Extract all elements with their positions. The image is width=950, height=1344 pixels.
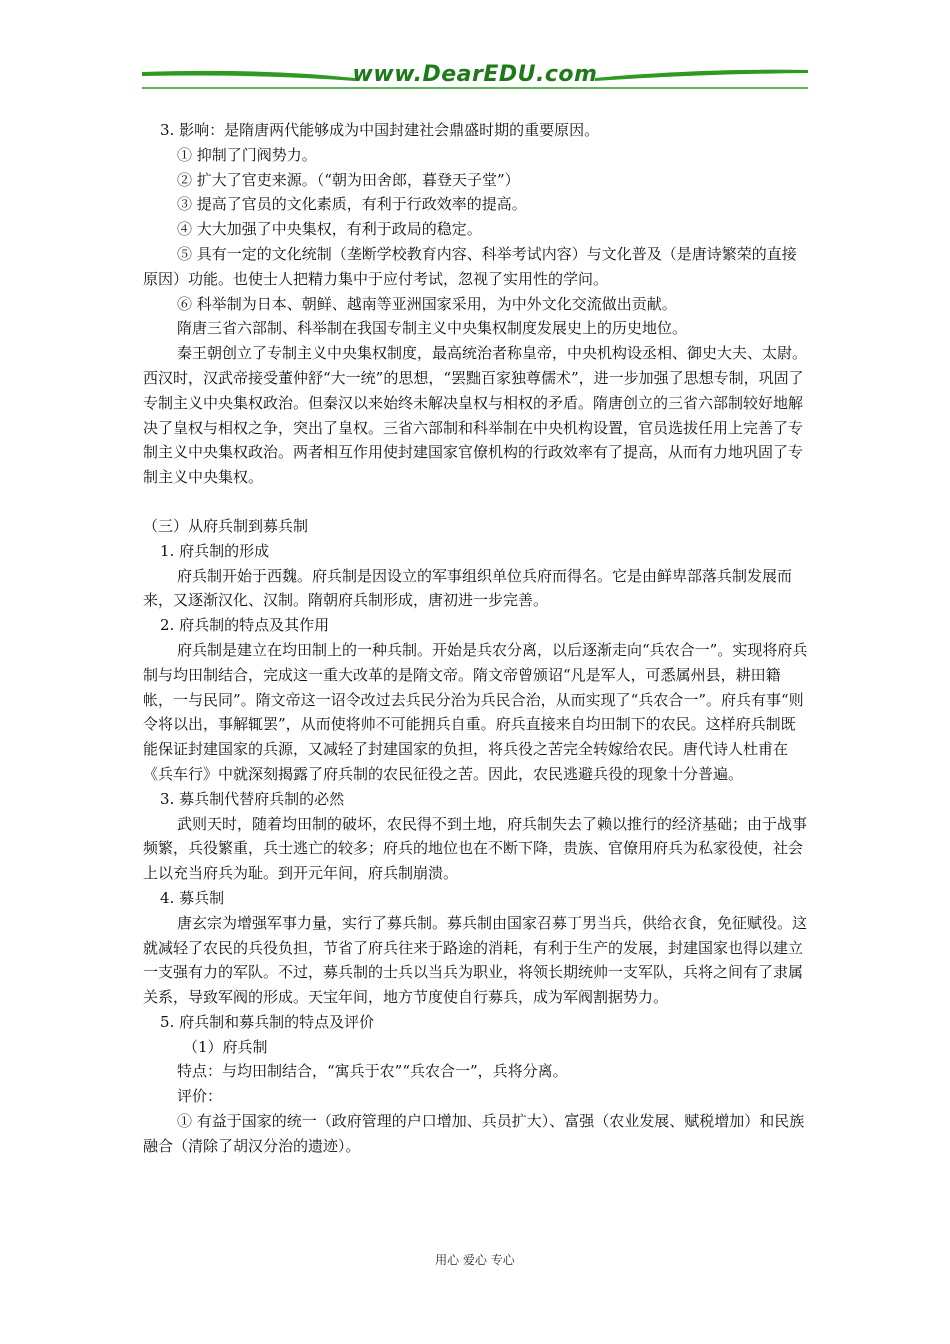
subheading: 2. 府兵制的特点及其作用 (160, 616, 330, 635)
paragraph: 特点：与均田制结合，“寓兵于农”“兵农合一”，兵将分离。 (177, 1062, 568, 1081)
list-item: ④ 大大加强了中央集权，有利于政局的稳定。 (177, 220, 482, 239)
list-item: ⑥ 科举制为日本、朝鲜、越南等亚洲国家采用，为中外文化交流做出贡献。 (177, 294, 677, 313)
paragraph: 秦王朝创立了专制主义中央集权制度，最高统治者称皇帝，中央机构设丞相、御史大夫、太尉。西汉时，汉武帝接受董仲舒“大一统”的思想，“罢黜百家独尊儒术”，进一步加强了思想专制，巩固了专制主义中央集权政治。但秦汉以来始终未解决皇权与相权的矛盾。隋唐创立的三省六部制较好地解决了皇权与相权之争，突出了皇权。三省六部制和科举制在中央机构设置，官员选拔任用上完善了专制主义中央集权政治。两者相互作用使封建国家官僚机构的行政效率有了提高，从而有力地巩固了专制主义中央集权。 (143, 344, 808, 487)
list-item: ③ 提高了官员的文化素质，有利于行政效率的提高。 (177, 195, 527, 214)
paragraph: 评价： (177, 1087, 223, 1106)
list-item: ① 有益于国家的统一（政府管理的户口增加、兵员扩大）、富强（农业发展、赋税增加）和民族融合（清除了胡汉分治的遗迹）。 (143, 1112, 805, 1155)
subheading: 3. 募兵制代替府兵制的必然 (160, 789, 345, 808)
subheading: （1）府兵制 (183, 1037, 268, 1056)
paragraph: 唐玄宗为增强军事力量，实行了募兵制。募兵制由国家召募丁男当兵，供给衣食，免征赋役。这就减轻了农民的兵役负担，节省了府兵往来于路途的消耗，有利于生产的发展，封建国家也得以建立一支强有力的军队。不过，募兵制的士兵以当兵为职业，将领长期统帅一支军队，兵将之间有了隶属关系，导致军阀的形成。天宝年间，地方节度使自行募兵，成为军阀割据势力。 (143, 913, 808, 1007)
paragraph: 武则天时，随着均田制的破坏，农民得不到土地，府兵制失去了赖以推行的经济基础；由于战事频繁，兵役繁重，兵士逃亡的较多；府兵的地位也在不断下降，贵族、官僚用府兵为私家役使，社会上以充当府兵为耻。到开元年间，府兵制崩溃。 (143, 814, 808, 883)
section-heading: （三）从府兵制到募兵制 (143, 516, 309, 535)
list-item: ① 抑制了门阀势力。 (177, 145, 317, 164)
page-header (140, 60, 810, 94)
document-body (143, 118, 809, 1159)
subheading: 1. 府兵制的形成 (160, 541, 270, 560)
subheading: 4. 募兵制 (160, 888, 225, 907)
list-item: ⑤ 具有一定的文化统制（垄断学校教育内容、科举考试内容）与文化普及（是唐诗繁荣的直接原因）功能。也使士人把精力集中于应付考试，忽视了实用性的学问。 (143, 244, 797, 288)
page-footer: 用心 爱心 专心 (435, 1253, 515, 1267)
list-item: ② 扩大了官吏来源。（“朝为田舍郎，暮登天子堂”） (177, 170, 520, 189)
spacer (143, 490, 809, 514)
heading-influence: 3. 影响：是隋唐两代能够成为中国封建社会鼎盛时期的重要原因。 (160, 121, 600, 139)
paragraph-title: 隋唐三省六部制、科举制在我国专制主义中央集权制度发展史上的历史地位。 (177, 319, 688, 338)
paragraph: 府兵制是建立在均田制上的一种兵制。开始是兵农分离，以后逐渐走向“兵农合一”。实现将府兵制与均田制结合，完成这一重大改革的是隋文帝。隋文帝曾颁诏“凡是军人，可悉属州县，耕田籍帐，一与民同”。隋文帝这一诏令改过去兵民分治为兵民合治，从而实现了“兵农合一”。府兵有事“则令将以出，事解辄罢”，从而使将帅不可能拥兵自重。府兵直接来自均田制下的农民。这样府兵制既能保证封建国家的兵源，又减轻了封建国家的负担，将兵役之苦完全转嫁给农民。唐代诗人杜甫在《兵车行》中就深刻揭露了府兵制的农民征役之苦。因此，农民逃避兵役的现象十分普遍。 (143, 640, 808, 783)
paragraph: 府兵制开始于西魏。府兵制是因设立的军事组织单位兵府而得名。它是由鲜卑部落兵制发展而来，又逐渐汉化、汉制。隋朝府兵制形成，唐初进一步完善。 (143, 566, 793, 610)
subheading: 5. 府兵制和募兵制的特点及评价 (160, 1012, 375, 1031)
site-logo-text: www.DearEDU.com (352, 62, 598, 87)
